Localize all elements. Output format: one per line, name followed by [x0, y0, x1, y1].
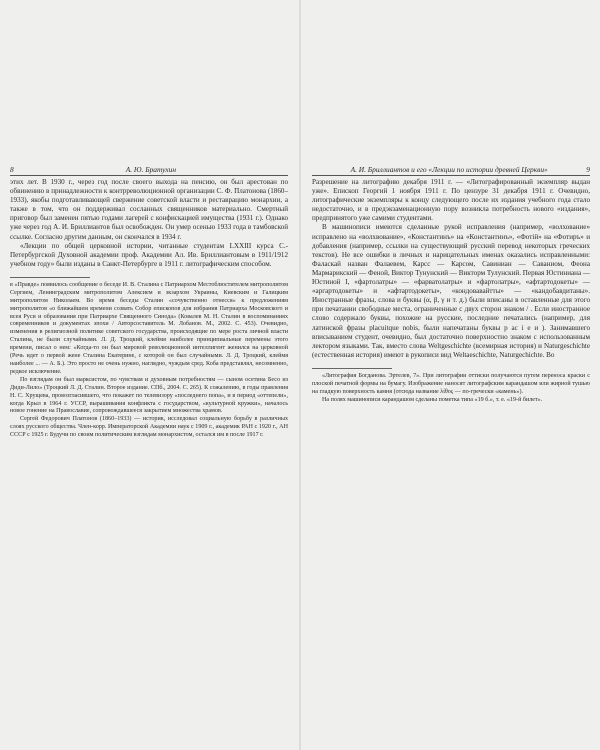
right-body-paragraph-2: В машинописи имеются сделанные рукой исправления (например, «волхование» исправлено на «волхвование», «Константинъ» на «Константинъ», «Фотій» на «Фотиръ» и добавления (например, ссылки на существующий русский перевод некоторых греческих текстов). Не все ошибки в личных и нарицательных именах оказались исправленными: Фаласкай назван Фалаевем, Карсс — Карсом, Савиниан — Саваниом, Феона Мармарикский — Феной, Виктор Тунунский — Викторм Тулунский. Первая Юстиниана — Юстиной I, «фартолатры» — «фарватолатры» и «фартолатры», «афтартодокеты» — «аргартодокеты» и «афтартодокеты», «кондовавайтты» — «кандобавдитаны». Иностранные фразы, слова и буквы (α, β, γ и т. д.) были вписаны в оставленные для этого при печатании свободные места, ограниченные с двух сторон знаком / . Если иностранное слово содержало буквы, похожие на русские, последние печатались (например, для латинской фразы placuitque nobis, были напечатаны буквы р ас і е и ). Занимавшего вписыванием студент, очевидно, был достаточно поверхностно знаком с использованным лектором языками. Так, вместо слова Weltgeschichte (всемирная история) и Naturgeschichte (естественная история) имеют в рукописи вид Weltaeschichte, Naturgechichte. Во [312, 223, 590, 359]
left-page [10, 165, 288, 440]
left-footnote-1: в «Правде» появилось сообщение о беседе И. В. Сталина с Патриархом Местоблюстителем митрополитом Сергием, Ленинградским митрополитом Алексием и экзархом Украины, Киевским и Галицким митрополитом Николаем. Во время беседы Сталин «сочувственно отнесся» к предложениям митрополитов «о ближайшем времени созвать Собор епископов для избрания Патриарха Московского и всея Руси и образования при Патриархе Священного Синода» (Ковалев М. Н. Сталин в воспоминаниях современников и документах эпохи / Авторсоставитель М. Лобанов. М., 2002. С. 453). Очевидно, изменения в религиозной политике советского государства, происходящие по мере роста личной власти Сталина, не были случайными. Л. Д. Троцкий, клеймя наиболее принципиальные перемены этого времени, писал о нем: «Когда-то он был мировой революционной интеллигент женился на церковной (Речь идет о первой жене Сталина Екатерине, с которой он был случайными. Л. Д. Троцкий, клеймя наиболее ... — А. Б.). Это просто не очень нужно, наглядно, чуждым сред. Коба представлял, несомненно, редкое исключение. [10, 281, 288, 375]
right-running-title: А. И. Бриллиантов и его «Лекции по истории древней Церкви» [350, 165, 548, 174]
left-body-paragraph-1: этих лет. В 1930 г., через год после своего выхода на пенсию, он был арестован по обвинению в принадлежности к контрреволюционной организации С. Ф. Платонова (1860–1933), якобы подготавливающей свержение советской власти и реставрацию монархии, а также в том, что он поддерживал сосланных священников материально. Смертный приговор был заменен пятью годами лагерей с конфискацией имущества (1931 г.). Однако уже через год А. И. Бриллиантов был освобожден. Он умер осенью 1933 года в тамбовской ссылке. Согласно другим данным, он скончался в 1934 г. [10, 178, 288, 241]
left-body-paragraph-2: «Лекции по общей церковной истории, читанные студентам LXXIII курса С.-Петербургской Духовной академии проф. Академии Ал. Ив. Бриллиантовым в 1911/1912 учебном году» были изданы в Санкт-Петербурге в 1911 г. литографическим способом. [10, 241, 288, 268]
left-footnote-rule [10, 277, 90, 278]
right-footnote-rule [312, 368, 392, 369]
left-footnote-3: Сергей Федорович Платонов (1860–1933) — историк, исследовал социальную борьбу в различных слоях русского общества. Член-корр. Императорской Академии наук с 1909 г., академик РАН с 1920 г., АН СССР с 1925 г. Будучи по своим политическим взглядам монархистом, остался им в после 1917 г. [10, 416, 288, 439]
left-running-title: А. Ю. Братухин [125, 165, 176, 174]
right-body-paragraph-1: Разрешение на литографию декабря 1911 г. — «Литографированный экземпляр выдан уже». Епископ Георгий 1 ноября 1911 г. По цензуре 31 декабря 1911 г. Очевидно, литографические экземпляры к концу следующего после их издания учебного года стало недостаточно, и в предэкзаменационную пору возникла потребность нового «издания», предпринятого уже самими студентами. [312, 178, 590, 223]
right-footnote-1: «Литография Богданова. Эртелев, 7». При литографии оттиски получаются путем переноса краски с плоской печатной формы на бумагу. Изображение наносят литографским карандашом или жирной тушью на гладкую поверхность камня (отсюда название λίθος — по-гречески «камень»). [312, 372, 590, 395]
left-running-head [10, 165, 288, 176]
left-footnote-2: По взглядам он был марксистом, по чувствам и духовным потребностям — сыном осетина Бесо из Диди-Лило» (Троцкий Л. Д. Сталин. Второе издание. СПб., 2004. С. 265). К сожалению, в годы правления Н. С. Хрущева, провозгласившего, что покажет по телевизору «последнего попа», и в период «оттепели», когда Крыл в 1964 г. УССР, вырашивания конфликта с государством, «культурной кружки», началось новое гонение на Православие, сопровождавшееся закрытием множества храмов. [10, 376, 288, 415]
right-page-number: 9 [586, 165, 590, 174]
right-footnote-2: На полях машинописи карандашом сделаны пометка типа «19 б.», т. е. «19-й билет». [322, 396, 543, 403]
right-page [312, 165, 590, 405]
left-page-number: 8 [10, 165, 14, 174]
right-running-head [312, 165, 590, 176]
book-gutter [299, 0, 301, 750]
